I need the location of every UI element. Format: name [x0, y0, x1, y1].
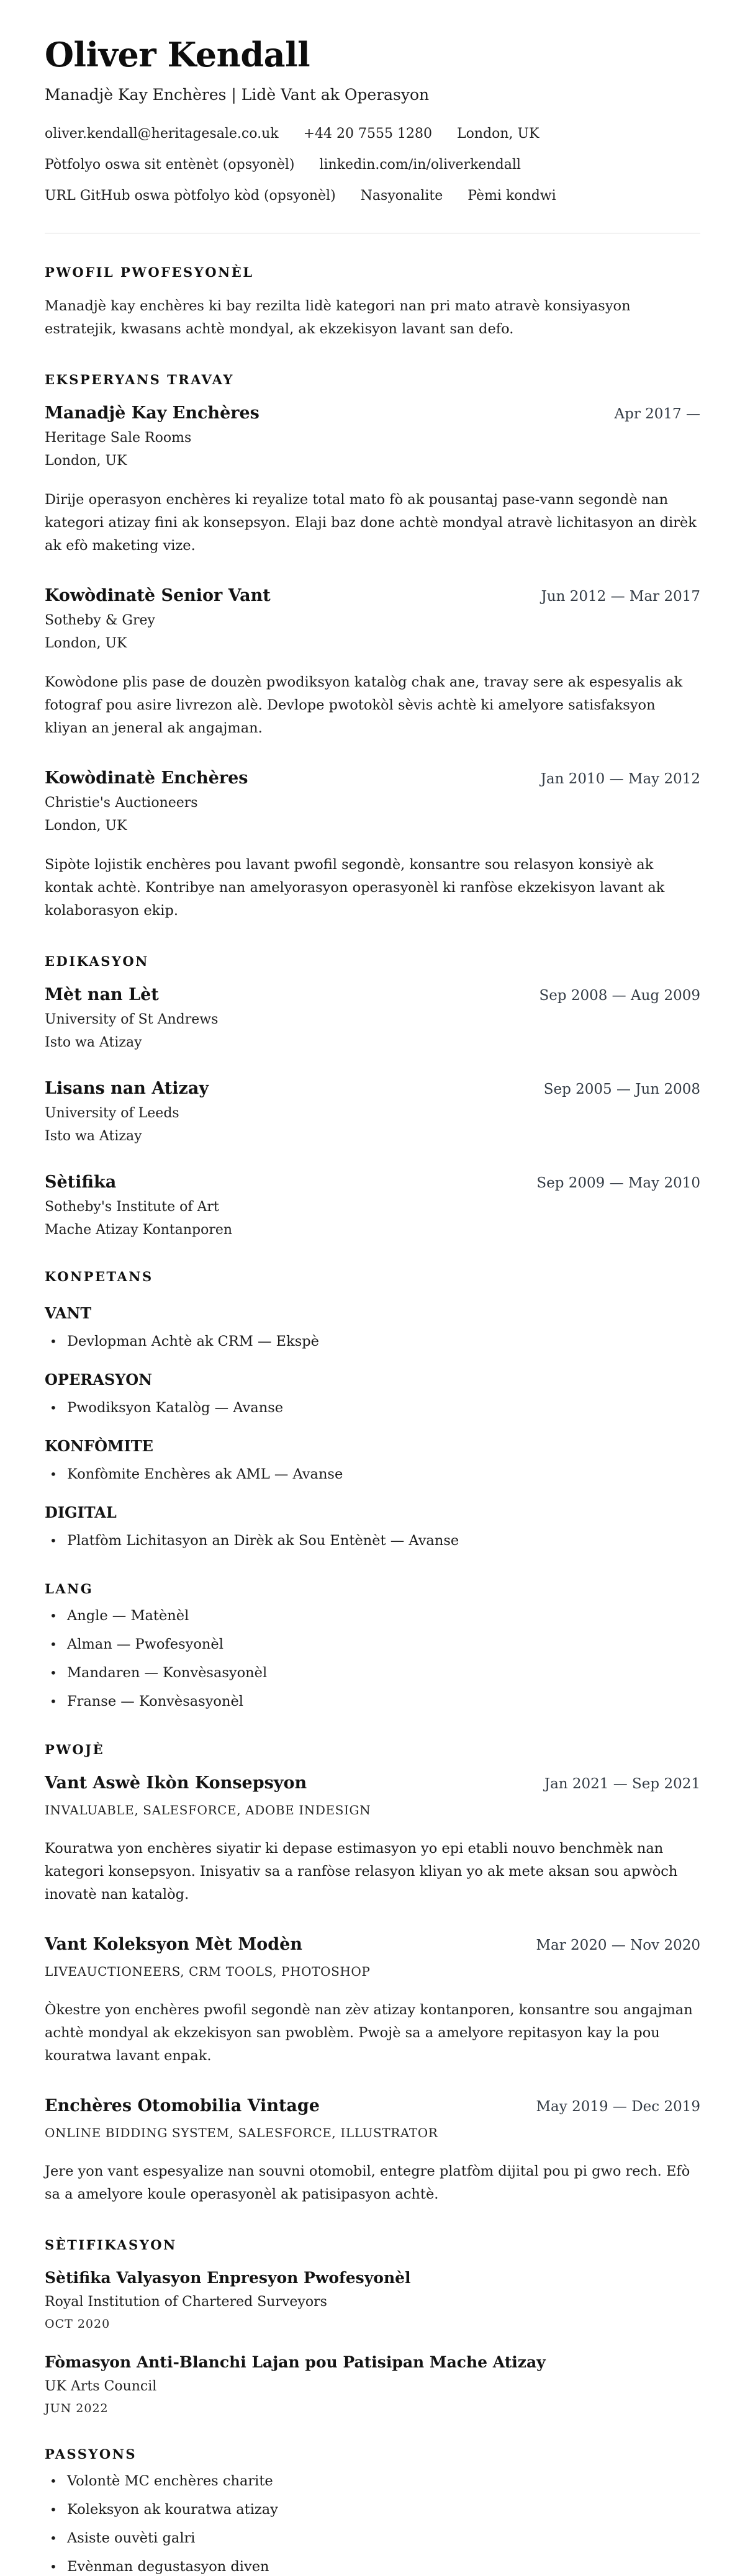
skill-list	[45, 1332, 700, 1351]
job-location: London, UK	[45, 818, 127, 834]
education-school: University of Leeds	[45, 1106, 179, 1122]
job-title: Kowòdinatè Enchères	[45, 768, 248, 788]
certification-issuer: Royal Institution of Chartered Surveyors	[45, 2294, 327, 2310]
passion-item: • Koleksyon ak kouratwa atizay	[45, 2500, 700, 2519]
nationality-label: Nasyonalite	[360, 188, 443, 204]
contact-row-2	[45, 156, 700, 174]
project-description: Jere yon vant espesyalize nan souvni otomobil, entegre platfòm dijital pou pi gwo rech. Efò sa a amelyore koule operasyonèl ak patisipasyon achtè.	[45, 2163, 690, 2203]
project-title: Vant Aswè Ikòn Konsepsyon	[45, 1773, 307, 1793]
project-head	[45, 2096, 700, 2115]
education-field: Isto wa Atizay	[45, 1128, 142, 1145]
section-title-education: EDIKASYON	[45, 953, 149, 970]
project-entry	[45, 2096, 700, 2206]
project-tech: INVALUABLE, SALESFORCE, ADOBE INDESIGN	[45, 1803, 371, 1818]
phone: +44 20 7555 1280	[303, 126, 432, 142]
job-description: Dirije operasyon enchères ki reyalize total mato fò ak pousantaj pase-vann segondè nan kategori atizay fini ak konsepsyon. Elaji baz done achtè mondyal atravè lichitasyon an dirèk ak efò maketing vize.	[45, 492, 697, 554]
skill-item: • Pwodiksyon Katalòg — Avanse	[45, 1398, 700, 1417]
education-dates: Sep 2005 — Jun 2008	[543, 1081, 700, 1098]
passion-list	[45, 2472, 700, 2576]
project-title: Vant Koleksyon Mèt Modèn	[45, 1935, 302, 1955]
project-tech: ONLINE BIDDING SYSTEM, SALESFORCE, ILLUSTRATOR	[45, 2125, 438, 2141]
certification-title: Fòmasyon Anti-Blanchi Lajan pou Patisipan Mache Atizay	[45, 2353, 546, 2372]
project-head	[45, 1935, 700, 1954]
job-location: London, UK	[45, 453, 127, 469]
education-dates: Sep 2009 — May 2010	[536, 1175, 700, 1192]
section-title-certifications: SÈTIFIKASYON	[45, 2237, 177, 2253]
section-title-projects: PWOJÈ	[45, 1742, 105, 1758]
education-head	[45, 1079, 700, 1098]
education-dates: Sep 2008 — Aug 2009	[539, 988, 700, 1004]
education-entry	[45, 1173, 700, 1238]
section-languages	[45, 1581, 700, 1711]
education-degree: Lisans nan Atizay	[45, 1079, 209, 1099]
education-head	[45, 985, 700, 1004]
education-field: Isto wa Atizay	[45, 1035, 142, 1051]
job-location: London, UK	[45, 636, 127, 652]
job-description: Kowòdone plis pase de douzèn pwodiksyon katalòg chak ane, travay sere ak espesyalis ak fotograf pou asire livrezon alè. Devlope pwotokòl sèvis achtè ki amelyore satisfaksyon kliyan an jeneral ak angajman.	[45, 674, 683, 737]
certification-date: JUN 2022	[45, 2402, 109, 2416]
certification-date: OCT 2020	[45, 2317, 111, 2331]
section-profile	[45, 264, 700, 341]
headline: Manadjè Kay Enchères | Lidè Vant ak Operasyon	[45, 86, 430, 104]
person-name: Oliver Kendall	[45, 35, 310, 74]
education-entry	[45, 985, 700, 1050]
language-item: • Franse — Konvèsasyonèl	[45, 1692, 700, 1711]
project-head	[45, 1773, 700, 1793]
skill-group-title: OPERASYON	[45, 1371, 153, 1389]
certification-title: Sètifika Valyasyon Enpresyon Pwofesyonèl	[45, 2269, 411, 2287]
section-passions	[45, 2446, 700, 2576]
skill-list	[45, 1531, 700, 1550]
passion-item: • Volontè MC enchères charite	[45, 2472, 700, 2490]
email: oliver.kendall@heritagesale.co.uk	[45, 126, 279, 142]
education-field: Mache Atizay Kontanporen	[45, 1222, 233, 1238]
education-school: Sotheby's Institute of Art	[45, 1199, 219, 1215]
skill-item: • Konfòmite Enchères ak AML — Avanse	[45, 1465, 700, 1484]
job-company: Christie's Auctioneers	[45, 795, 198, 811]
language-item: • Alman — Pwofesyonèl	[45, 1635, 700, 1654]
section-title-languages: LANG	[45, 1581, 94, 1597]
section-certifications	[45, 2237, 700, 2415]
skill-group-title: KONFÒMITE	[45, 1437, 153, 1456]
passion-item: • Asiste ouvèti galri	[45, 2529, 700, 2547]
skill-group-title: VANT	[45, 1304, 92, 1323]
education-entry	[45, 1079, 700, 1144]
education-school: University of St Andrews	[45, 1012, 219, 1028]
language-item: • Angle — Matènèl	[45, 1606, 700, 1625]
skill-list	[45, 1398, 700, 1417]
contact-row-1	[45, 125, 700, 143]
project-tech: LIVEAUCTIONEERS, CRM TOOLS, PHOTOSHOP	[45, 1964, 371, 1979]
education-degree: Mèt nan Lèt	[45, 985, 159, 1005]
section-skills	[45, 1269, 700, 1550]
job-company: Heritage Sale Rooms	[45, 430, 192, 446]
skill-item: • Platfòm Lichitasyon an Dirèk ak Sou Entènèt — Avanse	[45, 1531, 700, 1550]
job-dates: Jun 2012 — Mar 2017	[541, 588, 700, 605]
job-title: Manadjè Kay Enchères	[45, 403, 260, 423]
job-head	[45, 586, 700, 605]
portfolio-label: Pòtfolyo oswa sit entènèt (opsyonèl)	[45, 157, 295, 173]
certification-entry	[45, 2269, 700, 2331]
section-projects	[45, 1742, 700, 2206]
contact-row-3	[45, 187, 700, 205]
job-company: Sotheby & Grey	[45, 613, 155, 629]
language-item: • Mandaren — Konvèsasyonèl	[45, 1664, 700, 1682]
job-description: Sipòte lojistik enchères pou lavant pwofil segondè, konsantre sou relasyon konsiyè ak kontak achtè. Kontribye nan amelyorasyon operasyonèl ki ranfòse ekzekisyon lavant ak kolaborasyon ekip.	[45, 857, 665, 919]
profile-summary: Manadjè kay enchères ki bay rezilta lidè kategori nan pri mato atravè konsiyasyon estratejik, kwasans achtè mondyal, ak ekzekisyon lavant san defo.	[45, 298, 631, 338]
location: London, UK	[456, 126, 540, 142]
resume-header	[45, 36, 700, 233]
job-head	[45, 403, 700, 423]
skill-list	[45, 1465, 700, 1484]
job-dates: Jan 2010 — May 2012	[540, 771, 700, 788]
section-title-passions: PASSYONS	[45, 2446, 137, 2462]
driving-license-label: Pèmi kondwi	[467, 188, 556, 204]
job-entry	[45, 768, 700, 922]
section-experience	[45, 372, 700, 922]
project-dates: May 2019 — Dec 2019	[536, 2099, 700, 2115]
project-title: Enchères Otomobilia Vintage	[45, 2096, 320, 2116]
certification-issuer: UK Arts Council	[45, 2379, 157, 2395]
language-list	[45, 1606, 700, 1711]
section-title-experience: EKSPERYANS TRAVAY	[45, 372, 234, 388]
linkedin: linkedin.com/in/oliverkendall	[319, 157, 521, 173]
certification-entry	[45, 2353, 700, 2415]
section-education	[45, 953, 700, 1238]
project-entry	[45, 1935, 700, 2068]
project-description: Kouratwa yon enchères siyatir ki depase estimasyon yo epi etabli nouvo benchmèk nan kategori konsepsyon. Inisyativ sa a ranfòse relasyon kliyan yo ak mete aksan sou apwòch inovatè nan katalòg.	[45, 1840, 678, 1903]
skill-item: • Devlopman Achtè ak CRM — Ekspè	[45, 1332, 700, 1351]
education-head	[45, 1173, 700, 1192]
job-dates: Apr 2017 —	[614, 406, 700, 423]
job-entry	[45, 403, 700, 557]
job-head	[45, 768, 700, 788]
project-description: Òkestre yon enchères pwofil segondè nan zèv atizay kontanporen, konsantre sou angajman achtè mondyal ak ekzekisyon san pwoblèm. Pwojè sa a amelyore repitasyon kay la pou kouratwa lavant enpak.	[45, 2002, 693, 2065]
education-degree: Sètifika	[45, 1173, 117, 1192]
project-dates: Mar 2020 — Nov 2020	[536, 1937, 700, 1954]
job-title: Kowòdinatè Senior Vant	[45, 586, 271, 606]
project-entry	[45, 1773, 700, 1906]
section-title-profile: PWOFIL PWOFESYONÈL	[45, 264, 254, 281]
job-entry	[45, 586, 700, 740]
skill-group-title: DIGITAL	[45, 1503, 117, 1522]
passion-item: • Evènman degustasyon diven	[45, 2557, 700, 2576]
section-title-skills: KONPETANS	[45, 1269, 153, 1285]
github-label: URL GitHub oswa pòtfolyo kòd (opsyonèl)	[45, 188, 336, 204]
project-dates: Jan 2021 — Sep 2021	[544, 1776, 700, 1793]
